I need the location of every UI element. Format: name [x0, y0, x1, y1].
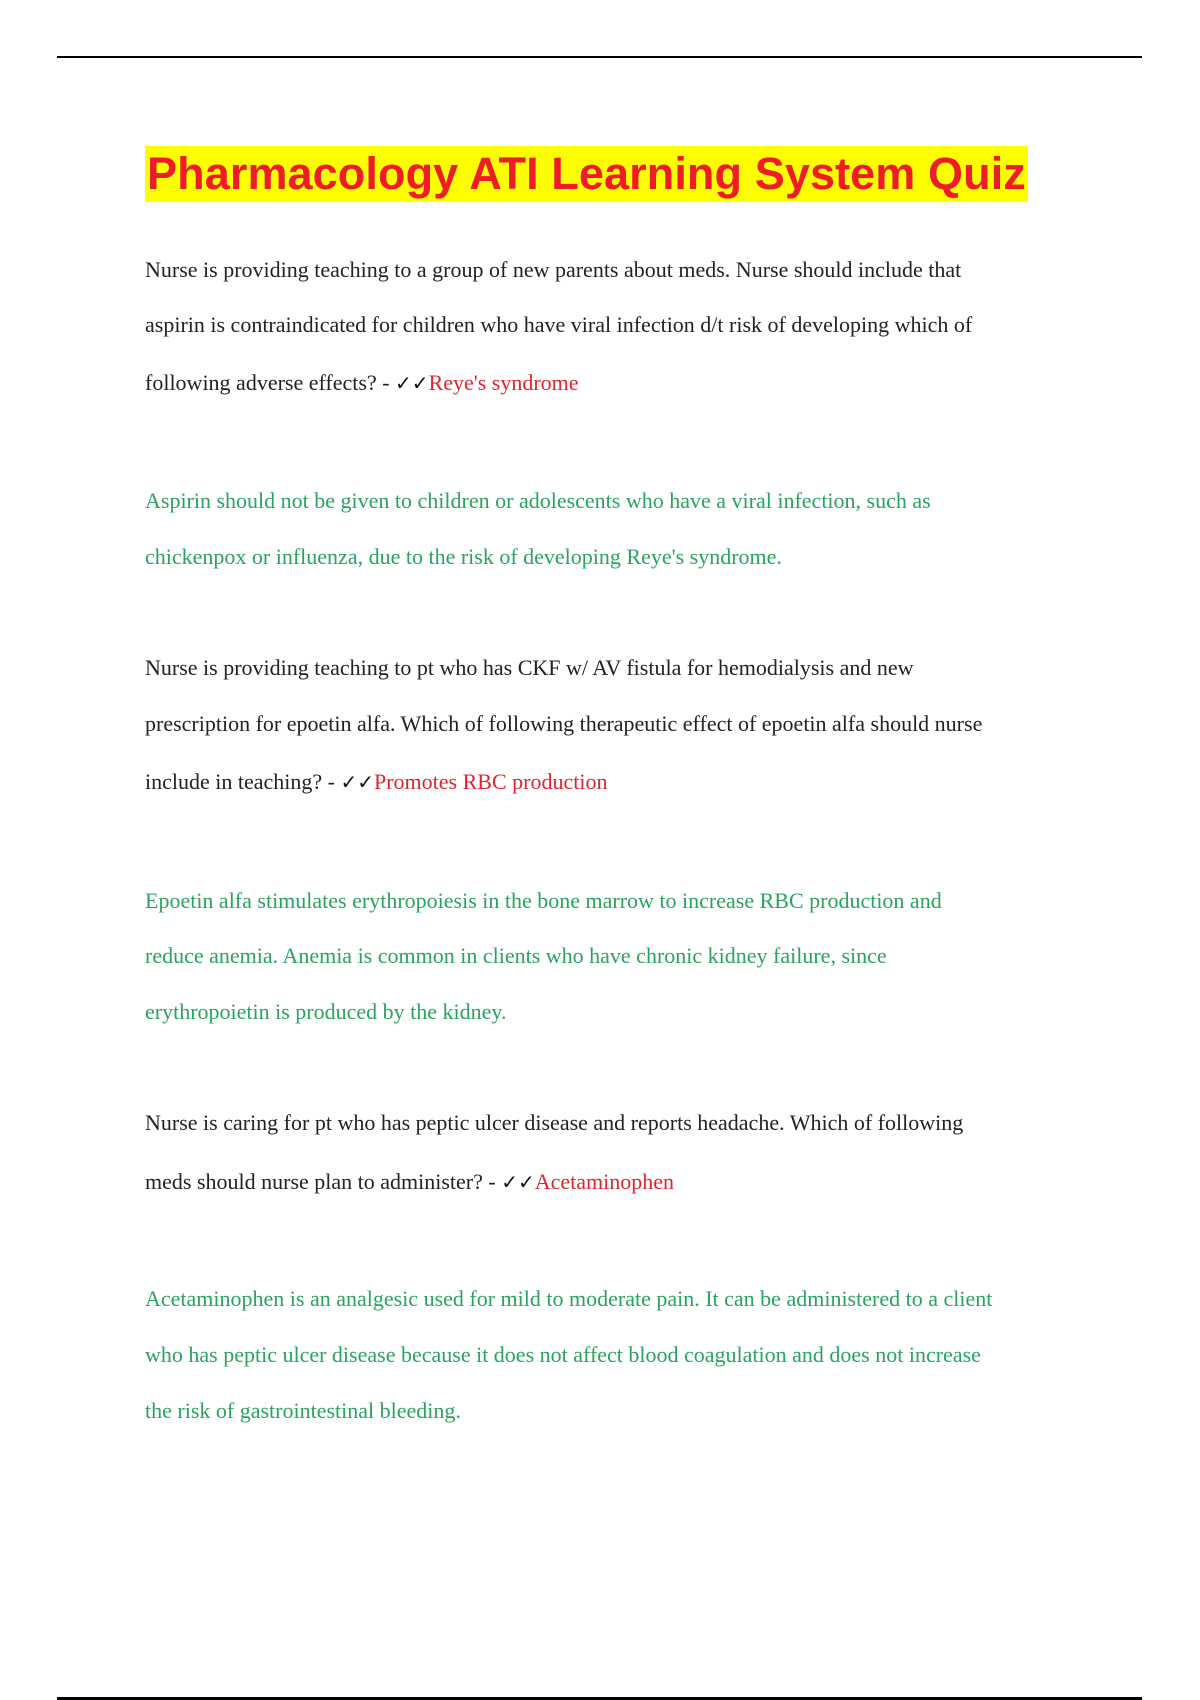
- question-line: prescription for epoetin alfa. Which of following therapeutic effect of epoetin alfa should nurse: [145, 711, 983, 736]
- top-rule: [57, 56, 1142, 58]
- answer-text: Promotes RBC production: [374, 769, 608, 794]
- explanation-line: Aspirin should not be given to children or adolescents who have a viral infection, such as: [145, 488, 931, 513]
- checkmark-icon: ✓✓: [340, 770, 374, 794]
- question-line: Nurse is caring for pt who has peptic ulcer disease and reports headache. Which of following: [145, 1110, 964, 1135]
- question-line: meds should nurse plan to administer? -: [145, 1169, 502, 1194]
- explanation-line: erythropoietin is produced by the kidney.: [145, 999, 507, 1024]
- explanation-line: chickenpox or influenza, due to the risk of developing Reye's syndrome.: [145, 544, 782, 569]
- explanation-line: who has peptic ulcer disease because it does not affect blood coagulation and does not increase: [145, 1342, 981, 1367]
- question-line-with-answer: [145, 1167, 674, 1197]
- question-line-with-answer: [145, 368, 579, 398]
- question-line-with-answer: [145, 767, 607, 797]
- explanation-line: Epoetin alfa stimulates erythropoiesis in the bone marrow to increase RBC production and: [145, 888, 942, 913]
- explanation-line: the risk of gastrointestinal bleeding.: [145, 1398, 461, 1423]
- answer-text: Reye's syndrome: [428, 370, 579, 395]
- checkmark-icon: ✓✓: [501, 1170, 535, 1194]
- question-line: following adverse effects? -: [145, 370, 396, 395]
- answer-text: Acetaminophen: [534, 1169, 675, 1194]
- question-line: include in teaching? -: [145, 769, 341, 794]
- question-line: Nurse is providing teaching to pt who has CKF w/ AV fistula for hemodialysis and new: [145, 655, 914, 680]
- question-line: aspirin is contraindicated for children who have viral infection d/t risk of developing which of: [145, 312, 973, 337]
- checkmark-icon: ✓✓: [395, 371, 429, 395]
- explanation-line: Acetaminophen is an analgesic used for mild to moderate pain. It can be administered to a client: [145, 1286, 993, 1311]
- title-highlight: [145, 146, 1028, 202]
- question-line: Nurse is providing teaching to a group of new parents about meds. Nurse should include that: [145, 257, 962, 282]
- explanation-line: reduce anemia. Anemia is common in clients who have chronic kidney failure, since: [145, 943, 887, 968]
- page-title: Pharmacology ATI Learning System Quiz: [147, 148, 1026, 199]
